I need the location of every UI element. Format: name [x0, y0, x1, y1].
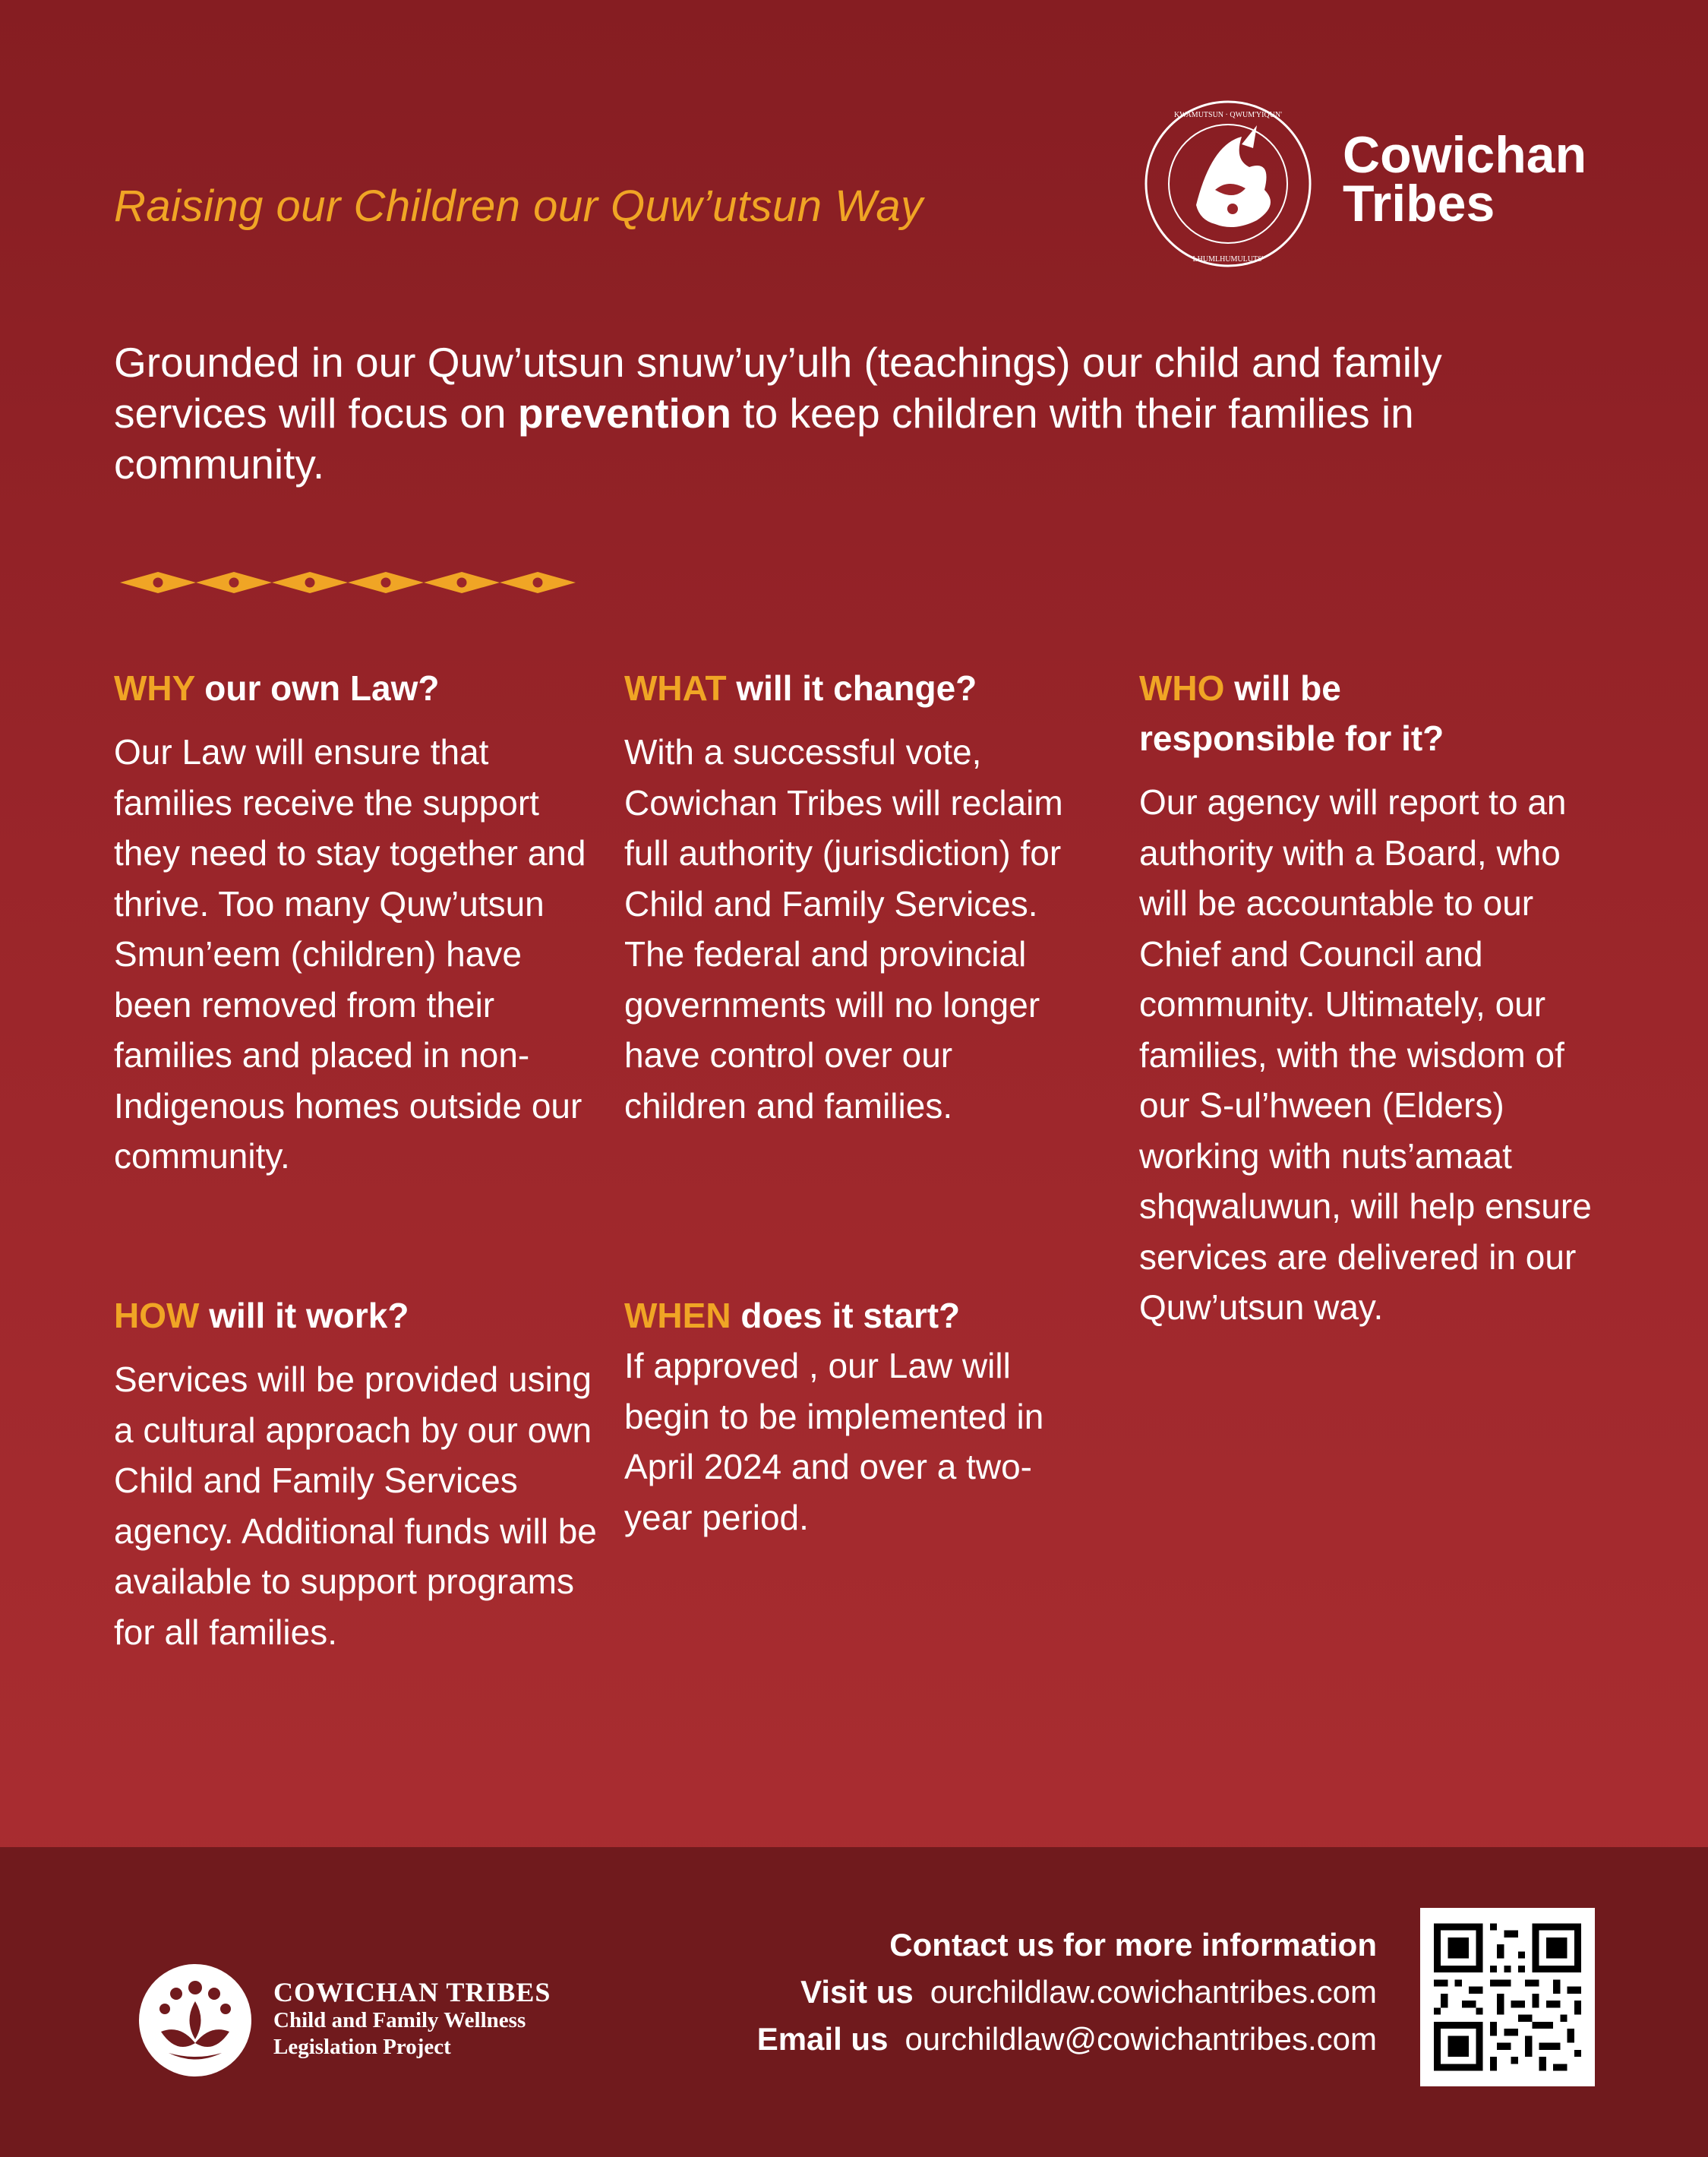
intro-emphasis: prevention [517, 390, 732, 437]
family-wellness-logo-icon [138, 1963, 252, 2077]
section-who [1139, 663, 1595, 1333]
contact-block [757, 1922, 1377, 2063]
contact-visit-row [757, 1969, 1377, 2016]
intro-text-2: to keep children with their families in community. [114, 390, 1414, 488]
section-when [624, 1290, 1080, 1543]
footer-org-subtitle-line1: Child and Family Wellness [273, 2008, 526, 2032]
section-why-body: Our Law will ensure that families receive the support they need to stay together and thrive. Too many Quw’utsun Smun’eem (children) have been removed from their families and placed in non-Indigenous homes outside our community. [114, 732, 586, 1176]
contact-email-label: Email us [756, 2021, 889, 2057]
section-how [114, 1290, 600, 1657]
footer-org-subtitle [273, 2007, 526, 2061]
section-who-keyword: WHO [1139, 668, 1225, 708]
contact-visit-label: Visit us [800, 1974, 914, 2010]
svg-text:LHUMLHUMULUTS': LHUMLHUMULUTS' [1192, 255, 1264, 264]
contact-email-link[interactable]: ourchildlaw@cowichantribes.com [905, 2021, 1377, 2057]
section-why-heading-rest: our own Law? [194, 668, 440, 708]
section-when-heading [624, 1290, 1080, 1341]
diamond-ornament-icon [120, 568, 576, 597]
brand-name-line1: Cowichan [1343, 126, 1587, 184]
section-why-heading [114, 663, 600, 713]
contact-heading: Contact us for more information [889, 1927, 1377, 1963]
section-what [624, 663, 1080, 1131]
section-when-heading-rest: does it start? [731, 1296, 961, 1335]
qr-code-icon[interactable] [1420, 1908, 1595, 2086]
section-how-heading-rest: will it work? [199, 1296, 409, 1335]
section-who-heading-rest: will be responsible for it? [1139, 668, 1444, 758]
section-what-keyword: WHAT [624, 668, 727, 708]
section-how-heading [114, 1290, 600, 1341]
intro-paragraph [114, 337, 1481, 490]
section-what-heading [624, 663, 1080, 713]
contact-visit-link[interactable]: ourchildlaw.cowichantribes.com [930, 1974, 1377, 2010]
section-what-body: With a successful vote, Cowichan Tribes will reclaim full authority (jurisdiction) for Child and Family Services. The federal and provincial governments will no longer have control over our children and families. [624, 732, 1063, 1126]
footer-org-title: COWICHAN TRIBES [273, 1977, 551, 2007]
contact-email-row [757, 2016, 1377, 2063]
svg-text:KWAMUTSUN · QWUM'YIQUN': KWAMUTSUN · QWUM'YIQUN' [1174, 111, 1282, 119]
cowichan-seal-icon [1143, 99, 1314, 270]
tagline: Raising our Children our Quw’utsun Way [114, 182, 923, 231]
section-what-heading-rest: will it change? [726, 668, 977, 708]
brand-name-line2: Tribes [1343, 175, 1495, 232]
section-who-heading [1139, 663, 1534, 763]
brand-name [1343, 126, 1587, 232]
section-who-body: Our agency will report to an authority with a Board, who will be accountable to our Chief and Council and community. Ultimately, our families, with the wisdom of our S-ul’hween (Elders) working with nuts’amaat shqwaluwun, will help ensure services are delivered in our Quw’utsun way. [1139, 782, 1592, 1327]
intro-text-1: Grounded in our Quw’utsun snuw’uy’ulh (teachings) our child and family services will focus on [114, 339, 1442, 437]
section-why-keyword: WHY [114, 668, 195, 708]
section-why [114, 663, 600, 1182]
section-when-body: If approved , our Law will begin to be implemented in April 2024 and over a two-year period. [624, 1346, 1044, 1537]
section-how-keyword: HOW [114, 1296, 200, 1335]
footer-org-subtitle-line2: Legislation Project [273, 2035, 451, 2059]
section-when-keyword: WHEN [624, 1296, 731, 1335]
section-how-body: Services will be provided using a cultural approach by our own Child and Family Services agency. Additional funds will be available to support programs for all families. [114, 1360, 597, 1652]
